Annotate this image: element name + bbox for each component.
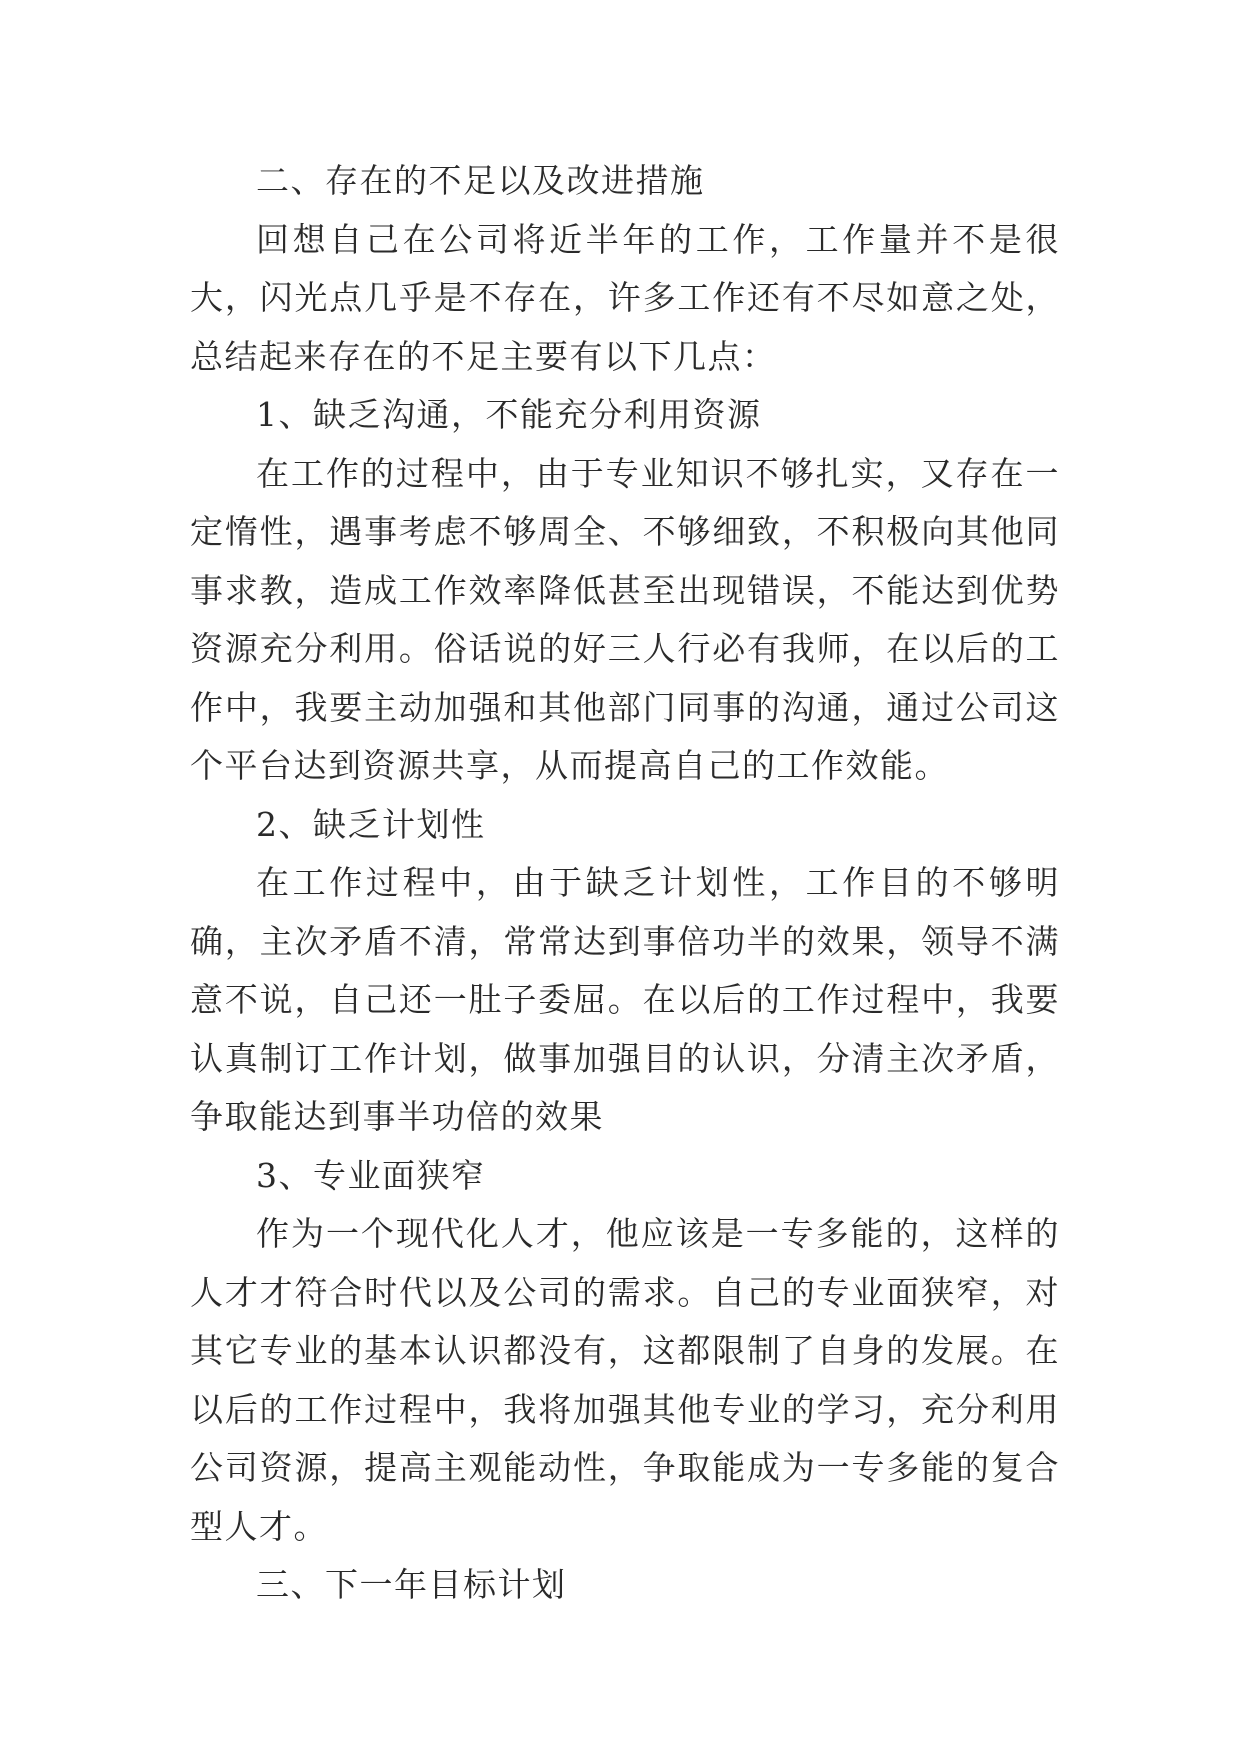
section-heading-next-year-goals: 三、下一年目标计划 [256,1565,567,1604]
paragraph-expertise: 作为一个现代化人才，他应该是一专多能的，这样的人才才符合时代以及公司的需求。自己的专业面狭窄，对其它专业的基本认识都没有，这都限制了自身的发展。在以后的工作过程中，我将加强其他专业的学习，充分利用公司资源，提高主观能动性，争取能成为一专多能的复合型人才。 [190,1214,1060,1546]
paragraph-planning: 在工作过程中，由于缺乏计划性，工作目的不够明确，主次矛盾不清，常常达到事倍功半的效果，领导不满意不说，自己还一肚子委屈。在以后的工作过程中，我要认真制订工作计划，做事加强目的认识，分清主次矛盾，争取能达到事半功倍的效果 [190,863,1060,1136]
subheading-narrow-expertise: 3、专业面狭窄 [256,1155,486,1195]
subheading-lack-of-communication: 1、缺乏沟通，不能充分利用资源 [256,395,762,434]
section-heading-shortcomings: 二、存在的不足以及改进措施 [256,161,705,200]
paragraph-communication: 在工作的过程中，由于专业知识不够扎实，又存在一定惰性，遇事考虑不够周全、不够细致，不积极向其他同事求教，造成工作效率降低甚至出现错误，不能达到优势资源充分利用。俗话说的好三人行必有我师，在以后的工作中，我要主动加强和其他部门同事的沟通，通过公司这个平台达到资源共享，从而提高自己的工作效能。 [190,453,1060,785]
paragraph-review: 回想自己在公司将近半年的工作，工作量并不是很大，闪光点几乎是不存在，许多工作还有不尽如意之处，总结起来存在的不足主要有以下几点： [190,219,1060,376]
subheading-lack-of-planning: 2、缺乏计划性 [256,804,486,844]
document-body [190,152,1060,1615]
